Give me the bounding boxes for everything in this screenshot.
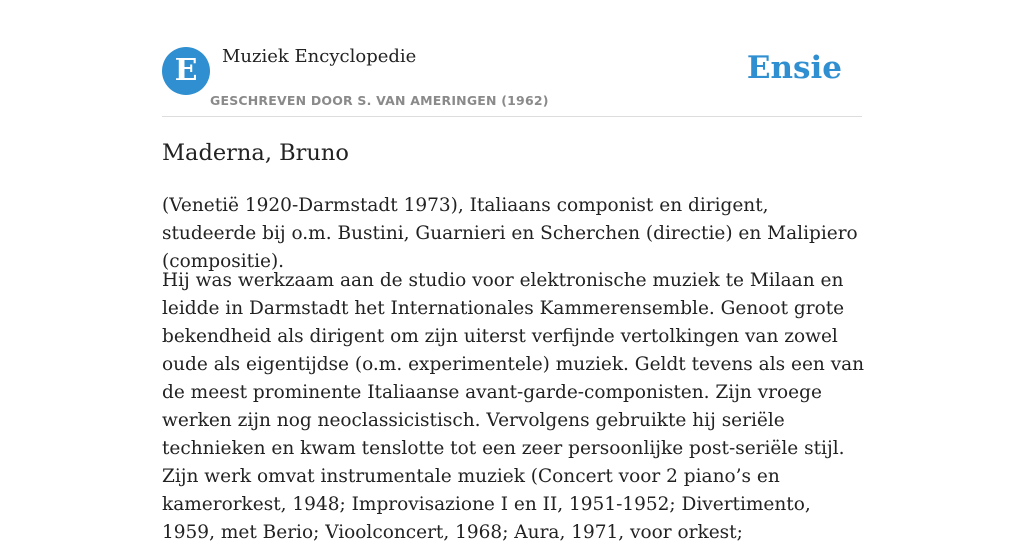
article-paragraph: Hij was werkzaam aan de studio voor elektronische muziek te Milaan en leidde in Darmstadt het Internationales Kammerensemble. Genoot grote bekendheid als dirigent om zijn uiterst verfijnde vertolkingen van zowel oude als eigentijdse (o.m. experimentele) muziek. Geldt tevens als een van de meest prominente Italiaanse avant-garde-componisten. Zijn vroege werken zijn nog neoclassicistisch. Vervolgens gebruikte hij seriële technieken en kwam tenslotte tot een zeer persoonlijke post-seriële stijl. Zijn werk omvat instrumentale muziek (Concert voor 2 piano’s en kamerorkest, 1948; Improvisazione I en II, 1951-1952; Divertimento, 1959, met Berio; Vioolconcert, 1968; Aura, 1971, voor orkest; xyxy=(162,270,865,543)
author-byline: GESCHREVEN DOOR S. VAN AMERINGEN (1962) xyxy=(210,93,549,108)
encyclopedia-logo-icon[interactable]: E xyxy=(162,47,210,95)
ensie-brand-logo[interactable]: Ensie xyxy=(746,50,842,86)
article-paragraph: (Venetië 1920-Darmstadt 1973), Italiaans componist en dirigent, studeerde bij o.m. Bustini, Guarnieri en Scherchen (directie) en Malipiero (compositie). xyxy=(162,195,858,272)
entry-title: Maderna, Bruno xyxy=(162,140,349,166)
source-title-link[interactable]: Muziek Encyclopedie xyxy=(222,46,417,67)
site-header xyxy=(162,40,862,117)
